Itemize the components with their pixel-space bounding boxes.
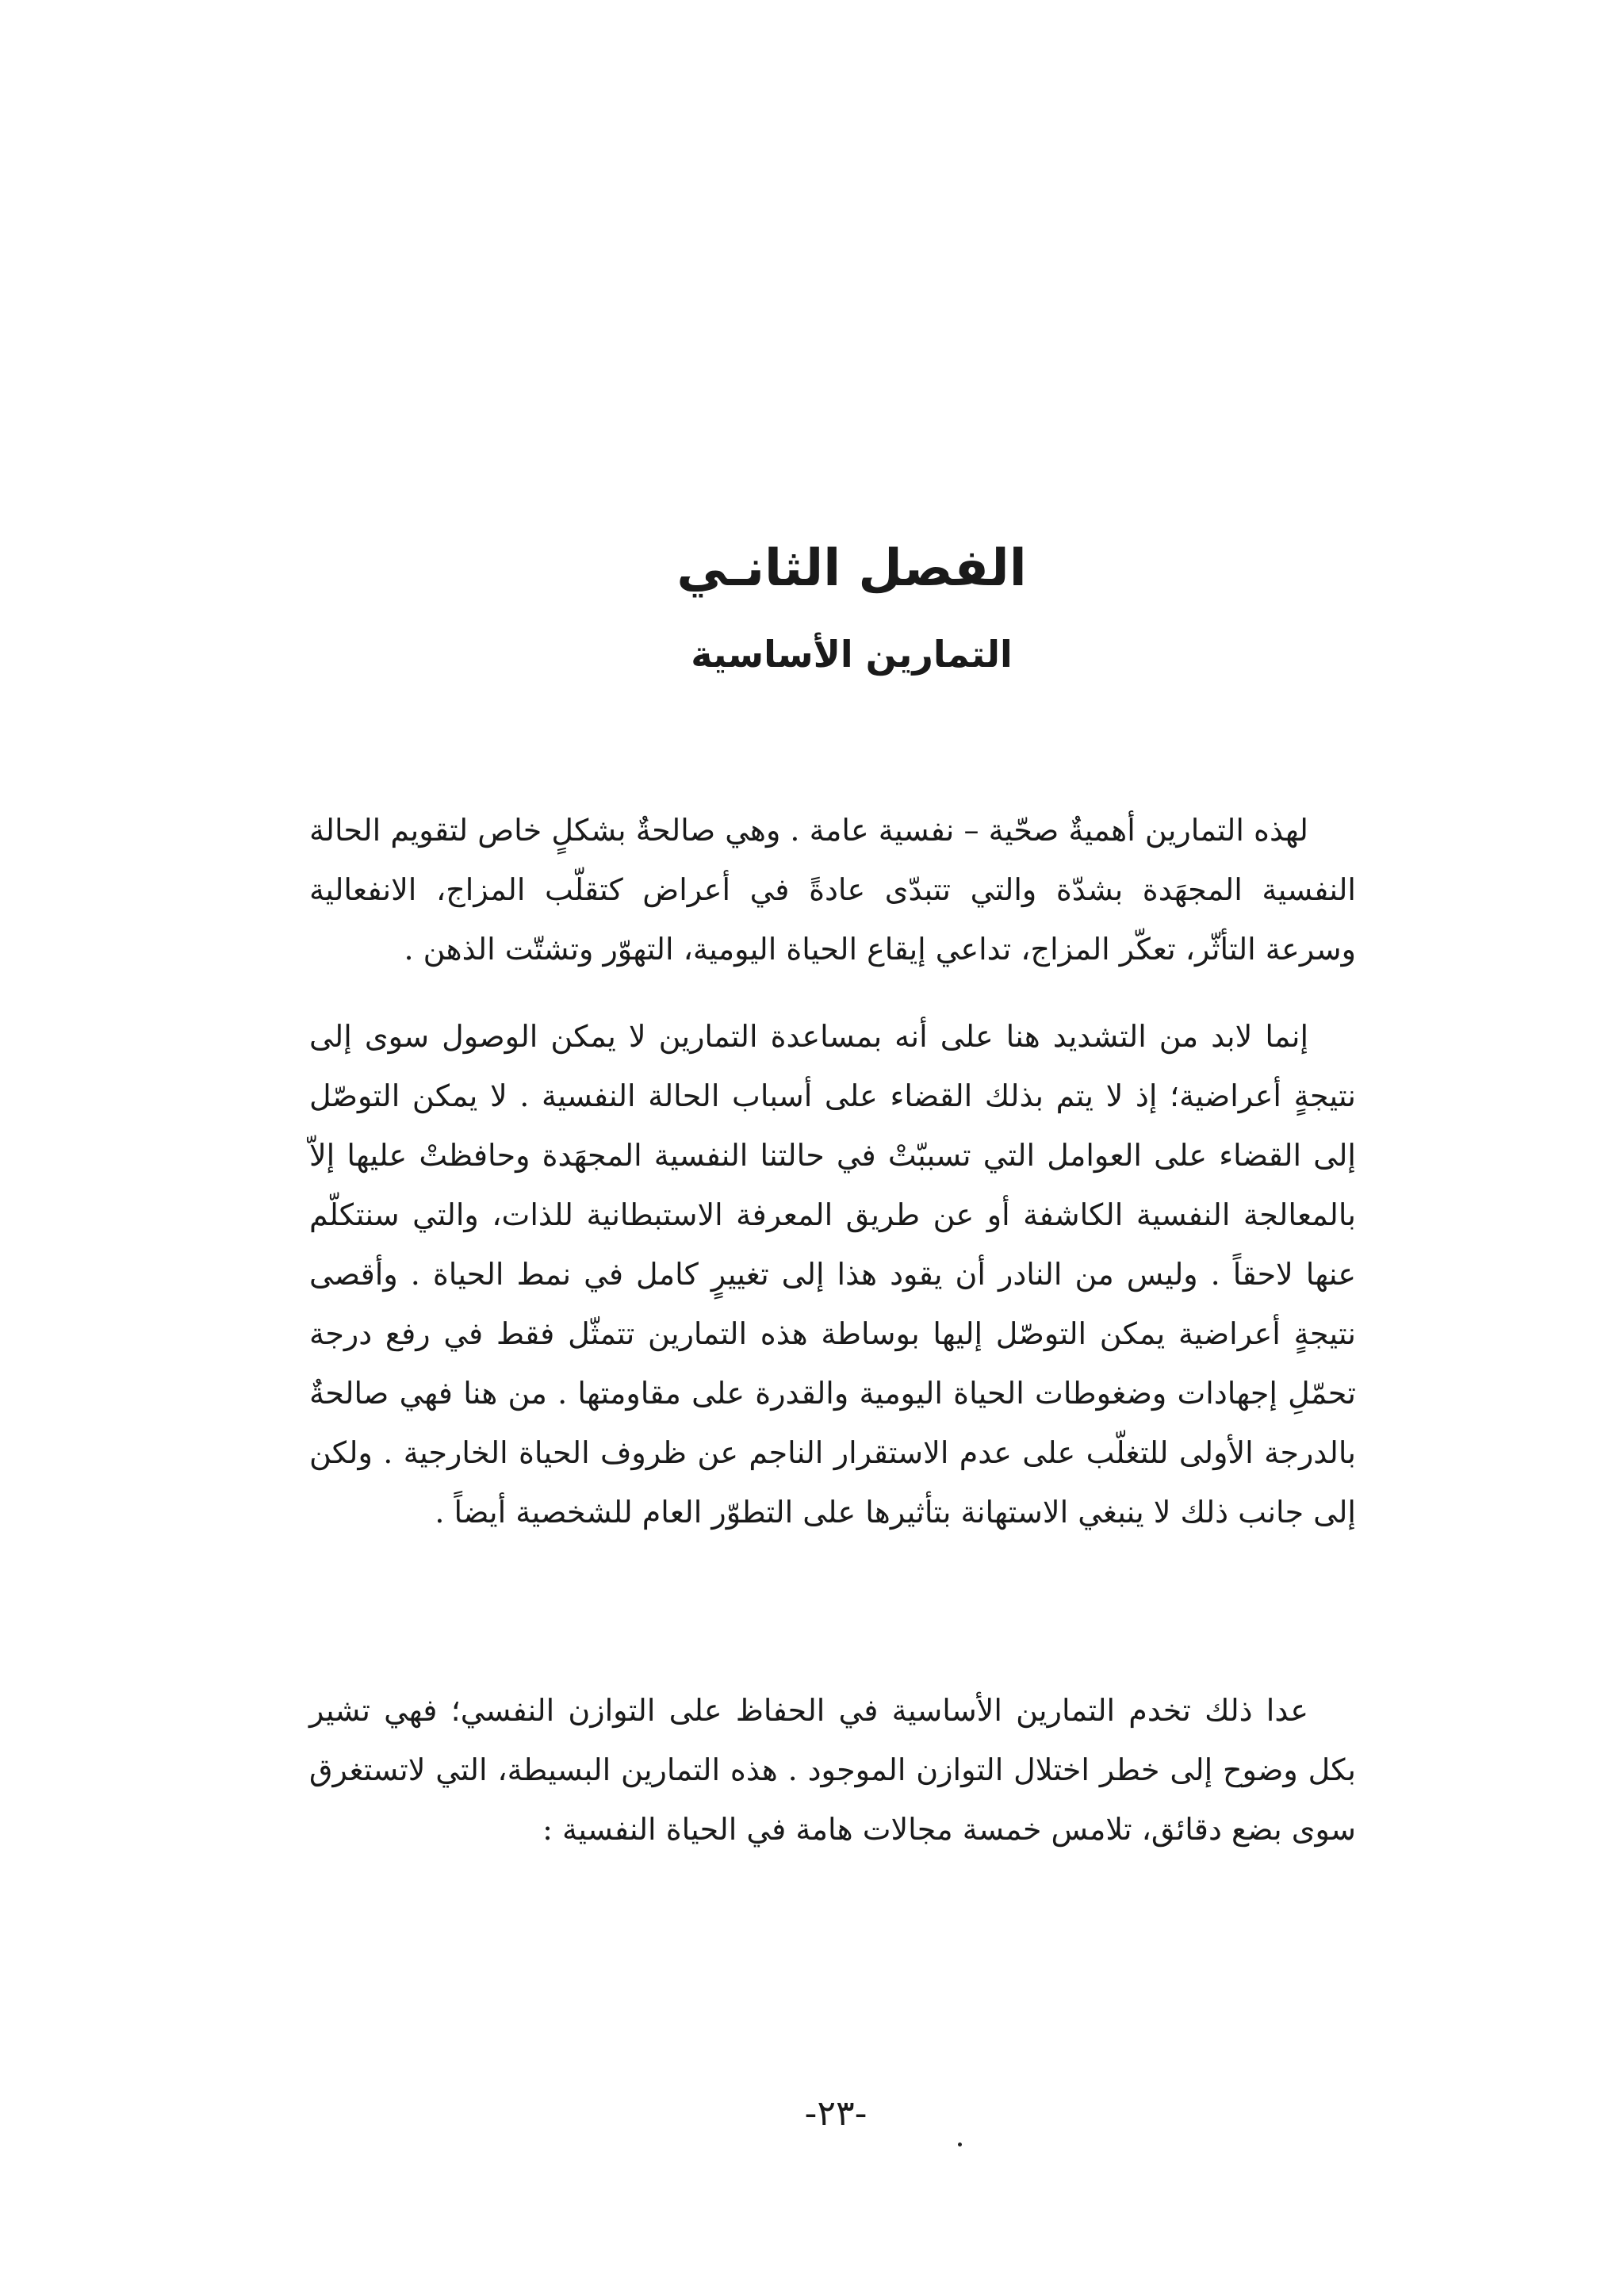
paragraph-3: عدا ذلك تخدم التمارين الأساسية في الحفاظ على التوازن النفسي؛ فهي تشير بكل وضوح إلى خطر اختلال التوازن الموجود . هذه التمارين البسيطة، التي لاتستغرق سوى بضع دقائق، تلامس خمسة مجالات هامة في الحياة النفسية : xyxy=(309,1693,1356,1847)
paragraph-2: إنما لابد من التشديد هنا على أنه بمساعدة التمارين لا يمكن الوصول سوى إلى نتيجةٍ أعراضية؛ إذ لا يتم بذلك القضاء على أسباب الحالة النفسية . لا يمكن التوصّل إلى القضاء على العوامل التي تسببّتْ في حالتنا النفسية المجهَدة وحافظتْ عليها إلاّ بالمعالجة النفسية الكاشفة أو عن طريق المعرفة الاستبطانية للذات، والتي سنتكلّم عنها لاحقاً . وليس من النادر أن يقود هذا إلى تغييرٍ كامل في نمط الحياة . وأقصى نتيجةٍ أعراضية يمكن التوصّل إليها بوساطة هذه التمارين تتمثّل فقط في رفع درجة تحمّلِ إجهادات وضغوطات الحياة اليومية والقدرة على مقاومتها . من هنا فهي صالحةٌ بالدرجة الأولى للتغلّب على عدم الاستقرار الناجم عن ظروف الحياة الخارجية . ولكن إلى جانب ذلك لا ينبغي الاستهانة بتأثيرها على التطوّر العام للشخصية أيضاً . xyxy=(309,1019,1356,1530)
page-number: -٢٣- xyxy=(804,2093,868,2134)
paragraph-1: لهذه التمارين أهميةٌ صحّية – نفسية عامة . وهي صالحةٌ بشكلٍ خاص لتقويم الحالة النفسية المجهَدة بشدّة والتي تتبدّى عادةً في أعراض كتقلّب المزاج، الانفعالية وسرعة التأثّر، تعكّر المزاج، تداعي إيقاع الحياة اليومية، التهوّر وتشتّت الذهن . xyxy=(309,813,1356,967)
chapter-title: الفصل الثانـي xyxy=(676,539,1027,598)
scan-speck xyxy=(958,2143,962,2146)
chapter-subtitle: التمارين الأساسية xyxy=(691,633,1013,676)
